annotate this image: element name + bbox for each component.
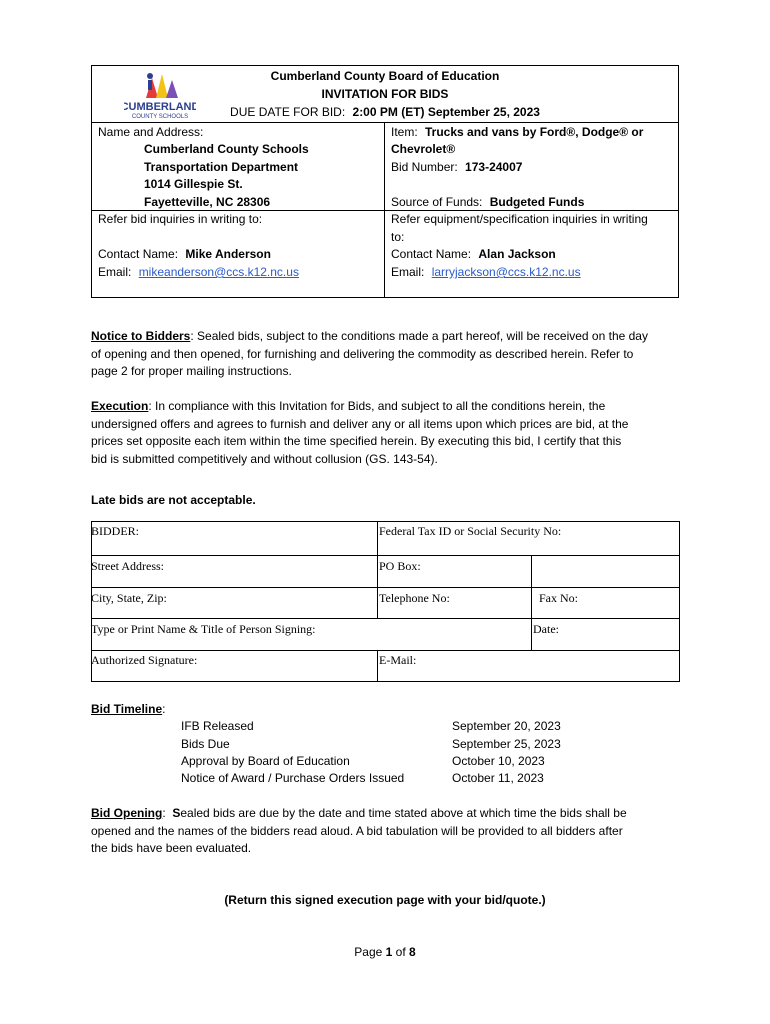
contact-name-label: Contact Name: <box>98 247 179 261</box>
page-total: 8 <box>409 945 416 959</box>
email-label: Email: <box>98 265 132 279</box>
bid-number-label: Bid Number: <box>391 160 458 174</box>
execution-line: prices set opposite each item within the time specified herein. By executing this bid, I certify that this <box>91 434 622 448</box>
equip-contact-name: Alan Jackson <box>478 247 556 261</box>
logo-text: CUMBERLAND <box>124 101 196 113</box>
due-label: DUE DATE FOR BID: <box>230 105 346 119</box>
divider <box>91 122 679 123</box>
equip-inquiries-label-cont: to: <box>391 230 405 244</box>
notice-paragraph <box>91 328 681 381</box>
equip-contact-email-line <box>391 264 581 282</box>
org-title: Cumberland County Board of Education <box>270 69 500 83</box>
date-field[interactable]: Date: <box>533 622 559 636</box>
fax-field[interactable]: Fax No: <box>539 591 578 605</box>
divider <box>91 618 680 619</box>
due-date-line <box>91 104 679 122</box>
bid-opening-line: ealed bids are due by the date and time stated above at which time the bids shall be <box>180 806 627 820</box>
timeline-event: Approval by Board of Education <box>181 754 350 768</box>
bid-contact-name-line <box>98 246 271 264</box>
bid-contact-name: Mike Anderson <box>185 247 271 261</box>
timeline-date: October 10, 2023 <box>452 754 545 768</box>
due-value: 2:00 PM (ET) September 25, 2023 <box>352 105 540 119</box>
name-address-label: Name and Address: <box>98 125 204 139</box>
item-value: Trucks and vans by Ford®, Dodge® or <box>425 125 644 139</box>
po-box-field[interactable]: PO Box: <box>379 559 421 573</box>
street-address-field[interactable]: Street Address: <box>91 559 164 573</box>
funds-label: Source of Funds: <box>391 195 483 209</box>
timeline-date: September 20, 2023 <box>452 719 561 733</box>
timeline-heading: Bid Timeline <box>91 702 163 716</box>
funds-value: Budgeted Funds <box>489 195 585 209</box>
telephone-field[interactable]: Telephone No: <box>379 591 450 605</box>
page-number: 1 <box>385 945 393 959</box>
item-line <box>391 124 643 142</box>
return-note: (Return this signed execution page with your bid/quote.) <box>224 893 546 907</box>
timeline-heading-line <box>91 701 165 719</box>
divider <box>91 555 680 556</box>
execution-heading: Execution <box>91 399 149 413</box>
logo-subtext: COUNTY SCHOOLS <box>131 114 189 120</box>
notice-line: : Sealed bids, subject to the conditions made a part hereof, will be received on the day <box>190 329 648 343</box>
divider <box>377 521 378 618</box>
print-name-field[interactable]: Type or Print Name & Title of Person Signing: <box>91 622 316 636</box>
email-field[interactable]: E-Mail: <box>379 653 417 667</box>
notice-line: page 2 for proper mailing instructions. <box>91 364 292 378</box>
bid-opening-heading: Bid Opening <box>91 806 163 820</box>
timeline-event: IFB Released <box>181 719 254 733</box>
equip-contact-email-link[interactable]: larryjackson@ccs.k12.nc.us <box>431 265 581 279</box>
timeline-date: October 11, 2023 <box>452 771 544 785</box>
bid-opening-line: the bids have been evaluated. <box>91 841 252 855</box>
item-value-cont: Chevrolet® <box>391 142 456 156</box>
city-state-zip-field[interactable]: City, State, Zip: <box>91 591 167 605</box>
bid-opening-line: opened and the names of the bidders read aloud. A bid tabulation will be provided to all bidders after <box>91 823 623 838</box>
timeline-colon: : <box>162 702 166 716</box>
divider <box>531 555 532 650</box>
bid-opening-paragraph <box>91 805 681 858</box>
item-label: Item: <box>391 125 418 139</box>
notice-line: of opening and then opened, for furnishing and delivering the commodity as described herein. Refer to <box>91 346 634 361</box>
address-line: Cumberland County Schools <box>144 142 309 156</box>
bidder-field[interactable]: BIDDER: <box>91 524 139 538</box>
page-footer <box>91 944 679 962</box>
funds-line <box>391 194 584 212</box>
divider <box>377 650 378 682</box>
timeline-event: Notice of Award / Purchase Orders Issued <box>181 771 405 785</box>
late-bids-note: Late bids are not acceptable. <box>91 493 256 507</box>
notice-heading: Notice to Bidders <box>91 329 191 343</box>
execution-paragraph <box>91 398 681 468</box>
divider <box>91 587 680 588</box>
equip-inquiries-label: Refer equipment/specification inquiries in writing <box>391 212 648 226</box>
address-line: Fayetteville, NC 28306 <box>144 195 271 209</box>
address-line: Transportation Department <box>144 160 299 174</box>
divider <box>384 122 385 298</box>
execution-line: bid is submitted competitively and without collusion (GS. 143-54). <box>91 451 438 466</box>
bid-inquiries-label: Refer bid inquiries in writing to: <box>98 212 263 226</box>
bid-number-value: 173-24007 <box>465 160 523 174</box>
bid-contact-email-line <box>98 264 299 282</box>
of-label: of <box>395 945 406 959</box>
equip-contact-name-line <box>391 246 556 264</box>
timeline-event: Bids Due <box>181 737 230 751</box>
bid-contact-email-link[interactable]: mikeanderson@ccs.k12.nc.us <box>138 265 299 279</box>
divider <box>91 650 680 651</box>
signature-field[interactable]: Authorized Signature: <box>91 653 198 667</box>
contact-name-label: Contact Name: <box>391 247 472 261</box>
bid-opening-colon: : <box>162 806 166 820</box>
timeline-date: September 25, 2023 <box>452 737 561 751</box>
execution-line: undersigned offers and agrees to furnish and deliver any or all items upon which prices are bid, at the <box>91 416 629 431</box>
tax-id-field[interactable]: Federal Tax ID or Social Security No: <box>379 524 562 538</box>
page-label: Page <box>354 945 383 959</box>
address-line: 1014 Gillespie St. <box>144 177 243 191</box>
doc-title: INVITATION FOR BIDS <box>321 87 449 101</box>
bid-number-line <box>391 159 522 177</box>
execution-line: : In compliance with this Invitation for Bids, and subject to all the conditions herein, the <box>148 399 606 413</box>
bid-opening-first-letter: S <box>172 806 181 820</box>
email-label: Email: <box>391 265 425 279</box>
